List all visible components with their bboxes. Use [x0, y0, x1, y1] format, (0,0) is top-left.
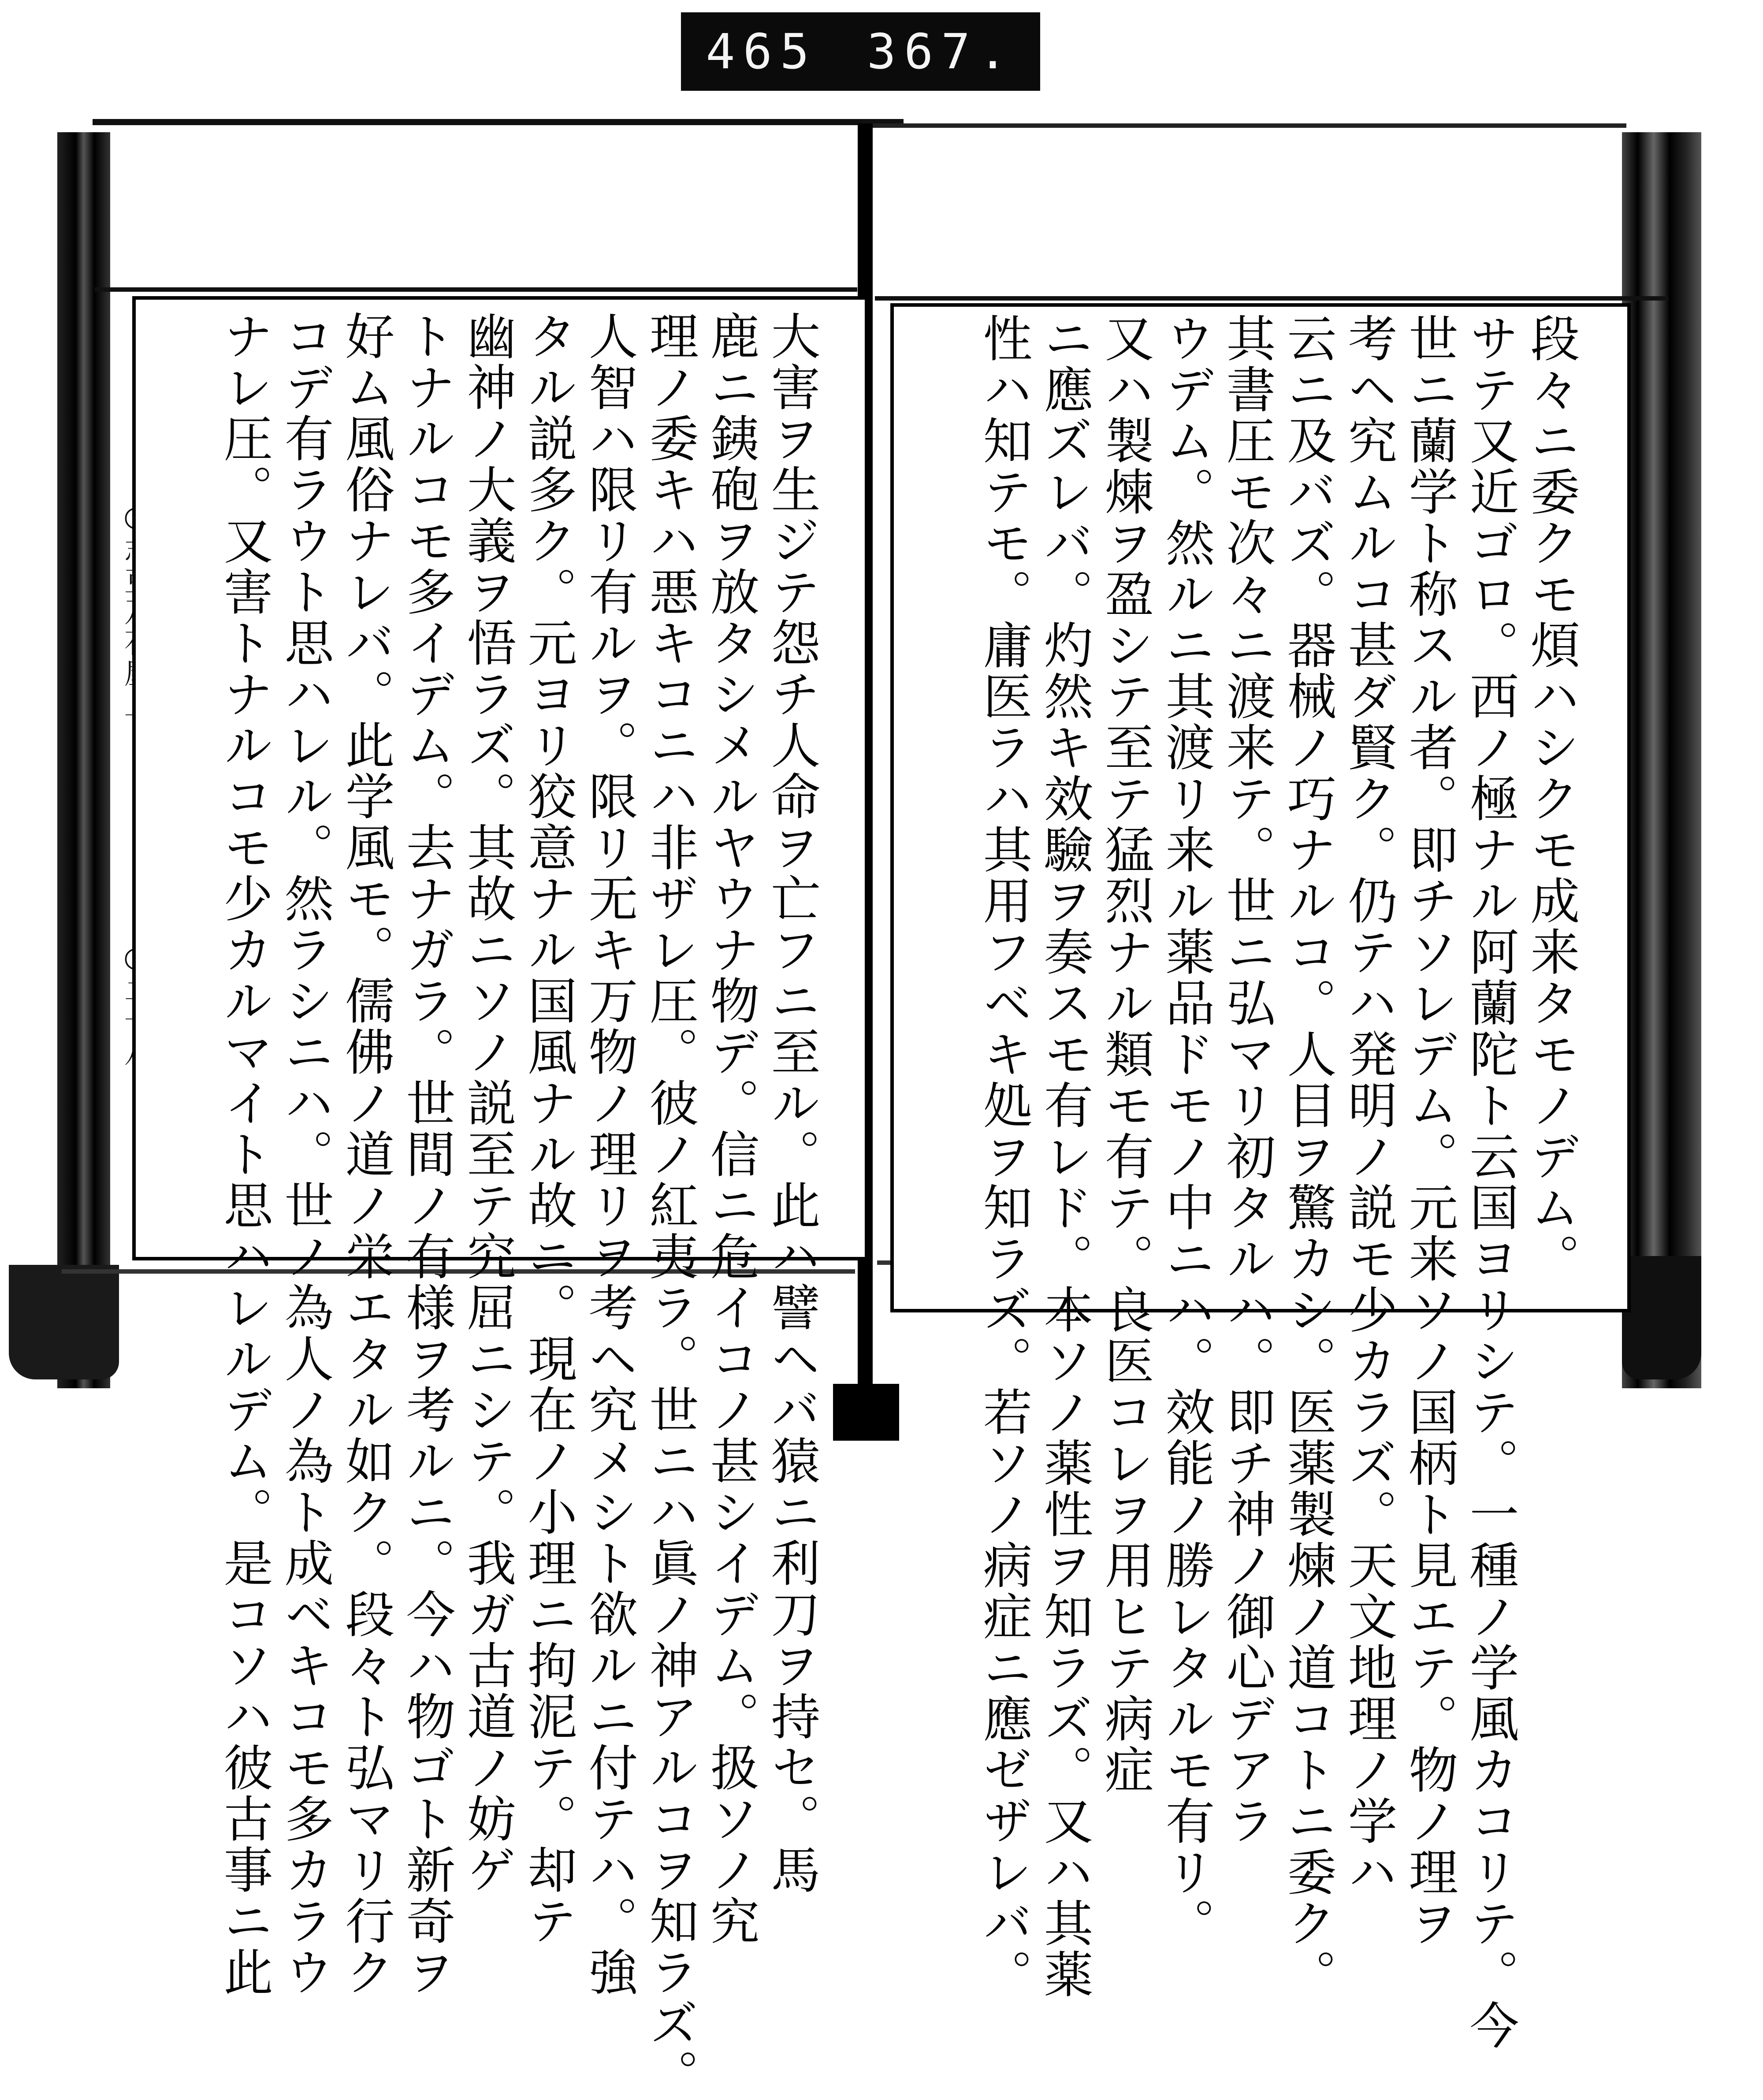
right-column-8: 又ハ製煉ヲ盈シテ至テ猛烈ナル類モ有テ。良医コレヲ用ヒテ病症	[1097, 313, 1154, 1795]
right-top-rule	[875, 296, 1668, 301]
right-book-edge	[1622, 132, 1701, 1388]
book-spine-foot	[833, 1384, 899, 1441]
frame-number-label	[681, 12, 1040, 91]
left-column-2: 鹿ニ銕砲ヲ放タシメルヤウナ物デ。信ニ危イコノ甚シイデム。扱ソノ究	[702, 311, 759, 1947]
left-column-3: 理ノ委キハ悪キコニハ非ザレ圧。彼ノ紅夷ラ。世ニハ眞ノ神アルコヲ知ラズ。	[641, 311, 699, 2100]
right-column-5: 云ニ及バズ。器械ノ巧ナルコ。人目ヲ驚カシ。医薬製煉ノ道コトニ委ク。	[1279, 313, 1336, 2000]
right-column-7: ウデム。然ルニ其渡リ来ル薬品ドモノ中ニハ。效能ノ勝レタルモ有リ。	[1157, 313, 1215, 1949]
left-top-rule	[95, 287, 857, 292]
right-column-9: ニ應ズレバ。灼然キ效驗ヲ奏スモ有レド。本ソノ薬性ヲ知ラズ。又ハ其薬	[1036, 313, 1093, 2000]
left-column-10: ナレ圧。又害トナルコモ少カルマイト思ハレルデム。是コソハ彼古事ニ此	[216, 311, 273, 1998]
right-column-2: サテ又近ゴロ。西ノ極ナル阿蘭陀ト云国ヨリシテ。一種ノ学風カコリテ。今	[1462, 313, 1519, 2051]
right-column-3: 世ニ蘭学ト称スル者。即チソレデム。元来ソノ国柄ト見エテ。物ノ理ヲ	[1401, 313, 1458, 1949]
left-book-edge	[57, 132, 110, 1388]
right-column-4: 考ヘ究ムルコ甚ダ賢ク。仍テハ発明ノ説モ少カラズ。天文地理ノ学ハ	[1340, 313, 1397, 1898]
left-column-4: 人智ハ限リ有ルヲ。限リ无キ万物ノ理リヲ考ヘ究メシト欲ルニ付テハ。強	[580, 311, 638, 1998]
right-column-10: 性ハ知テモ。庸医ラハ其用フベキ処ヲ知ラズ。若ソノ病症ニ應ゼザレバ。	[975, 313, 1032, 2000]
top-page-edge	[93, 119, 904, 125]
frame-number-left: 465	[706, 23, 818, 80]
right-column-6: 其書圧モ次々ニ渡来テ。世ニ弘マリ初タルハ。即チ神ノ御心デアラ	[1218, 313, 1276, 1847]
left-column-7: トナルコモ多イデム。去ナガラ。世間ノ有様ヲ考ルニ。今ハ物ゴト新奇ヲ	[398, 311, 455, 1998]
top-page-edge-right	[868, 123, 1626, 128]
left-column-1: 大害ヲ生ジテ怨チ人命ヲ亡フニ至ル。此ハ譬ヘバ猿ニ利刀ヲ持セ。馬	[763, 311, 820, 1896]
left-column-5: タル説多ク。元ヨリ狡意ナル国風ナル故ニ。現在ノ小理ニ拘泥テ。却テ	[520, 311, 577, 1947]
left-column-9: コデ有ラウト思ハレル。然ラシニハ。世ノ為人ノ為ト成ベキコモ多カラウ	[276, 311, 334, 1998]
left-book-edge-foot	[9, 1265, 119, 1379]
left-column-8: 好ム風俗ナレバ。此学風モ。儒佛ノ道ノ栄エタル如ク。段々ト弘マリ行ク	[337, 311, 394, 1998]
frame-number-right: 367.	[867, 23, 1015, 80]
right-column-1: 段々ニ委クモ煩ハシクモ成来タモノデム。	[1522, 313, 1580, 1284]
left-column-6: 幽神ノ大義ヲ悟ラズ。其故ニソノ説至テ究屈ニシテ。我ガ古道ノ妨ゲ	[459, 311, 516, 1896]
right-book-edge-foot	[1622, 1256, 1701, 1379]
